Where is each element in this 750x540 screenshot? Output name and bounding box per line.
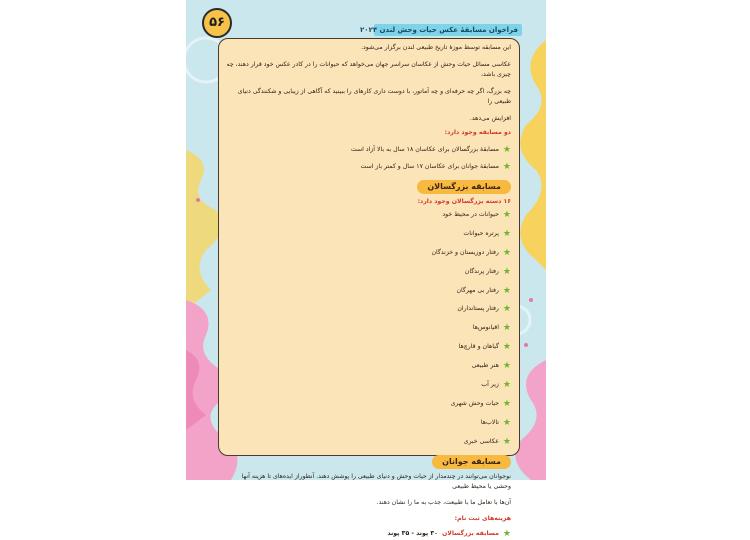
youth-paragraph-2: آن‌ها با تعامل ما با طبیعت، جذب به ما را نشان دهند. — [376, 498, 511, 506]
category-label: رفتار پرندگان — [464, 267, 499, 275]
contest-label: مسابقهٔ بزرگسالان برای عکاسان ۱۸ سال به بالا آزاد است — [350, 146, 499, 153]
intro-paragraph-4: افزایش می‌دهد. — [469, 114, 511, 122]
star-icon: ★ — [502, 528, 511, 539]
page-number-badge: ۵۶ — [202, 8, 232, 38]
category-label: رفتار بی مهرگان — [456, 286, 499, 294]
category-item — [225, 266, 511, 278]
category-label: حیوانات در محیط خود — [442, 211, 499, 218]
star-icon: ★ — [502, 342, 511, 353]
category-item — [225, 228, 511, 240]
star-icon: ★ — [502, 266, 511, 277]
intro-text — [225, 43, 511, 124]
star-icon: ★ — [502, 210, 511, 220]
star-icon: ★ — [502, 304, 511, 315]
category-label: رفتار پستانداران — [457, 305, 499, 313]
category-item — [225, 285, 511, 297]
contest-label: مسابقهٔ جوانان برای عکاسان ۱۷ سال و کمتر باز است — [360, 163, 499, 170]
youth-paragraph-1: نوجوانان می‌توانند در چندمدار از حیات وحش و دنیای طبیعی را پوشش دهند. آنطوراز ایده‌های تا هزینه آنها وحشی یا محیط طبیعی — [241, 472, 511, 490]
category-item — [225, 341, 511, 353]
star-icon: ★ — [502, 398, 511, 409]
fees-label: هزینه‌های ثبت نام: — [454, 514, 511, 522]
star-icon: ★ — [502, 417, 511, 428]
youth-heading: مسابقه جوانان — [432, 455, 511, 469]
fee-item — [225, 528, 511, 540]
category-label: اقیانوس‌ها — [472, 324, 499, 332]
contest-item — [225, 161, 511, 173]
star-icon: ★ — [502, 145, 511, 155]
header-title: فراخوان مسابقهٔ عکس حیات وحش لندن ۲۰۲۴ — [374, 24, 522, 36]
category-label: رفتار دوزیستان و خزندگان — [431, 248, 499, 256]
category-item — [225, 303, 511, 315]
content-card — [218, 38, 520, 539]
adults-heading: مسابقه بزرگسالان — [417, 180, 511, 194]
intro-paragraph-2: عکاسی مسائل حیات وحش از عکاسان سراسر جهان می‌خواهد که حیوانات را در کادر عکس خود قرار دهند، چه چیزی باشد، — [226, 60, 511, 78]
category-item — [225, 398, 511, 410]
star-icon: ★ — [502, 285, 511, 296]
category-label: تالاب‌ها — [480, 418, 499, 426]
category-label: عکاسی خبری — [463, 437, 499, 445]
category-label: حیات وحش شهری — [450, 399, 499, 407]
star-icon: ★ — [502, 323, 511, 334]
categories-label: ۱۶ دسته بزرگسالان وجود دارد: — [417, 198, 511, 205]
contest-item — [225, 144, 511, 156]
category-list — [225, 209, 511, 448]
star-icon: ★ — [502, 361, 511, 372]
two-contests-label: دو مسابقه وجود دارد: — [444, 129, 511, 136]
category-item — [225, 247, 511, 259]
category-item — [225, 379, 511, 391]
star-icon: ★ — [502, 436, 511, 447]
intro-paragraph-1: این مسابقه توسط موزهٔ تاریخ طبیعی لندن برگزار می‌شود. — [361, 44, 511, 51]
star-icon: ★ — [502, 228, 511, 239]
category-item — [225, 322, 511, 334]
fee-category: مسابقه بزرگسالان — [441, 529, 499, 537]
category-label: گیاهان و قارچ‌ها — [458, 343, 499, 351]
star-icon: ★ — [502, 247, 511, 258]
category-label: پرتره حیوانات — [463, 229, 499, 237]
fee-amount: ۳۰ پوند - ۳۵ پوند — [387, 529, 438, 537]
intro-paragraph-3: چه بزرگ، اگر چه حرفه‌ای و چه آماتور، با دوست داری کارهای را ببینید که آگاهی از زیبایی و شکنندگی دنیای طبیعی را — [237, 87, 511, 105]
category-item — [225, 360, 511, 372]
star-icon: ★ — [502, 162, 511, 172]
category-label: هنر طبیعی — [471, 362, 499, 370]
star-icon: ★ — [502, 380, 511, 391]
category-label: زیر آب — [481, 381, 499, 389]
category-item — [225, 417, 511, 429]
category-item — [225, 209, 511, 221]
category-item — [225, 436, 511, 448]
